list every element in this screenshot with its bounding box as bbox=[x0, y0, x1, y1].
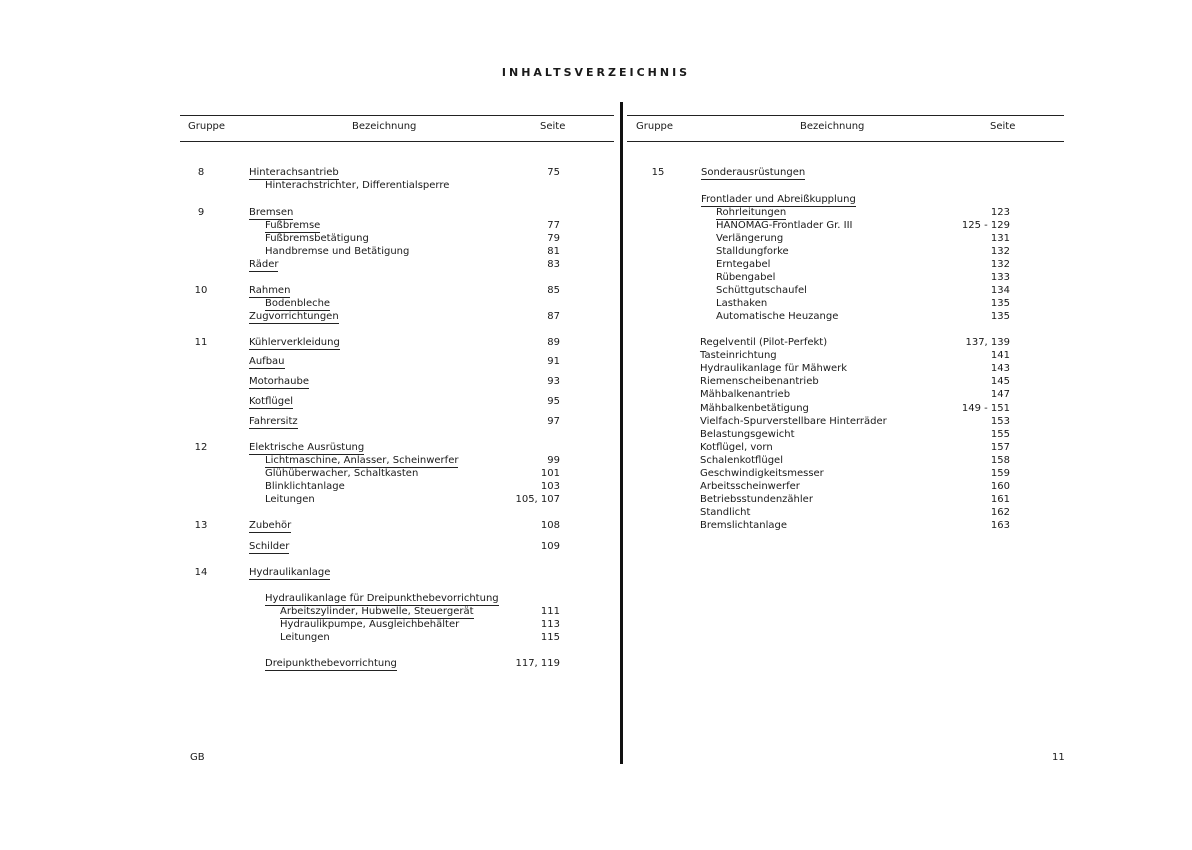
left-entry-title: Rahmen bbox=[249, 285, 291, 296]
page-title: INHALTSVERZEICHNIS bbox=[501, 66, 691, 79]
right-entry-page: 147 bbox=[990, 389, 1010, 400]
left-entry-page: 99 bbox=[547, 455, 560, 466]
left-entry-title: Hinterachsantrieb bbox=[249, 167, 339, 178]
header-gruppe-left: Gruppe bbox=[188, 121, 226, 132]
left-entry-page: 85 bbox=[547, 285, 560, 296]
footer-left: GB bbox=[190, 752, 205, 763]
right-entry-title: Verlängerung bbox=[716, 233, 784, 244]
left-entry-title: Hinterachstrichter, Differentialsperre bbox=[265, 180, 450, 191]
left-entry-title: Fußbremsbetätigung bbox=[265, 233, 369, 244]
left-group-number: 11 bbox=[194, 337, 208, 348]
left-entry-title: Dreipunkthebevorrichtung bbox=[265, 658, 397, 669]
left-entry-title: Zubehör bbox=[249, 520, 292, 531]
right-entry-page: 157 bbox=[990, 442, 1010, 453]
right-entry-title: Automatische Heuzange bbox=[716, 311, 839, 322]
left-entry-title: Blinklichtanlage bbox=[265, 481, 345, 492]
left-entry-title: Elektrische Ausrüstung bbox=[249, 442, 365, 453]
right-entry-page: 159 bbox=[990, 468, 1010, 479]
left-entry-title: Bodenbleche bbox=[265, 298, 331, 309]
left-entry-title: Kühlerverkleidung bbox=[249, 337, 340, 348]
column-divider bbox=[620, 102, 623, 764]
right-entry-page: 135 bbox=[990, 298, 1010, 309]
right-entry-page: 155 bbox=[990, 429, 1010, 440]
right-entry-title: Rübengabel bbox=[716, 272, 776, 283]
left-group-number: 10 bbox=[194, 285, 208, 296]
right-entry-page: 145 bbox=[990, 376, 1010, 387]
right-entry-page: 123 bbox=[990, 207, 1010, 218]
left-entry-title: Motorhaube bbox=[249, 376, 310, 387]
left-entry-title: Arbeitszylinder, Hubwelle, Steuergerät bbox=[280, 606, 474, 617]
right-entry-page: 141 bbox=[990, 350, 1010, 361]
header-bezeichnung-left: Bezeichnung bbox=[352, 121, 417, 132]
left-entry-page: 117, 119 bbox=[515, 658, 560, 669]
right-entry-page: 132 bbox=[990, 246, 1010, 257]
left-entry-page: 97 bbox=[547, 416, 560, 427]
left-entry-page: 77 bbox=[547, 220, 560, 231]
left-entry-title: Bremsen bbox=[249, 207, 294, 218]
left-entry-title: Räder bbox=[249, 259, 279, 270]
right-entry-title: Frontlader und Abreißkupplung bbox=[701, 194, 856, 205]
right-entry-title: Mähbalkenbetätigung bbox=[700, 403, 809, 414]
left-entry-title: Zugvorrichtungen bbox=[249, 311, 339, 322]
right-entry-title: Geschwindigkeitsmesser bbox=[700, 468, 824, 479]
left-entry-title: Leitungen bbox=[265, 494, 315, 505]
page-number: 11 bbox=[1052, 752, 1065, 763]
right-entry-page: 125 - 129 bbox=[961, 220, 1010, 231]
right-entry-title: Belastungsgewicht bbox=[700, 429, 795, 440]
right-entry-title: Standlicht bbox=[700, 507, 751, 518]
right-entry-title: Betriebsstundenzähler bbox=[700, 494, 813, 505]
right-entry-title: Kotflügel, vorn bbox=[700, 442, 773, 453]
right-entry-title: Erntegabel bbox=[716, 259, 771, 270]
right-entry-title: Sonderausrüstungen bbox=[701, 167, 806, 178]
left-entry-page: 89 bbox=[547, 337, 560, 348]
header-rule-top-right bbox=[627, 115, 1064, 116]
left-entry-page: 83 bbox=[547, 259, 560, 270]
left-entry-page: 93 bbox=[547, 376, 560, 387]
right-entry-page: 143 bbox=[990, 363, 1010, 374]
right-entry-page: 158 bbox=[990, 455, 1010, 466]
right-entry-page: 162 bbox=[990, 507, 1010, 518]
right-entry-page: 160 bbox=[990, 481, 1010, 492]
left-entry-page: 79 bbox=[547, 233, 560, 244]
header-gruppe-right: Gruppe bbox=[636, 121, 674, 132]
header-seite-right: Seite bbox=[990, 121, 1016, 132]
left-entry-page: 75 bbox=[547, 167, 560, 178]
left-entry-title: Glühüberwacher, Schaltkasten bbox=[265, 468, 419, 479]
left-entry-page: 95 bbox=[547, 396, 560, 407]
left-entry-title: Hydraulikanlage bbox=[249, 567, 331, 578]
right-entry-title: Riemenscheibenantrieb bbox=[700, 376, 819, 387]
header-rule-bottom-left bbox=[180, 141, 614, 142]
right-group-number: 15 bbox=[651, 167, 665, 178]
left-entry-title: Kotflügel bbox=[249, 396, 294, 407]
header-bezeichnung-right: Bezeichnung bbox=[800, 121, 865, 132]
left-entry-title: Handbremse und Betätigung bbox=[265, 246, 410, 257]
left-entry-title: Lichtmaschine, Anlasser, Scheinwerfer bbox=[265, 455, 459, 466]
left-entry-page: 108 bbox=[540, 520, 560, 531]
left-entry-title: Hydraulikpumpe, Ausgleichbehälter bbox=[280, 619, 460, 630]
right-entry-title: Bremslichtanlage bbox=[700, 520, 788, 531]
right-entry-title: Regelventil (Pilot-Perfekt) bbox=[700, 337, 828, 348]
left-entry-page: 105, 107 bbox=[515, 494, 560, 505]
right-entry-page: 153 bbox=[990, 416, 1010, 427]
right-entry-page: 149 - 151 bbox=[961, 403, 1010, 414]
left-entry-page: 111 bbox=[540, 606, 560, 617]
left-group-number: 14 bbox=[194, 567, 208, 578]
header-rule-bottom-right bbox=[627, 141, 1064, 142]
left-entry-title: Fahrersitz bbox=[249, 416, 298, 427]
right-entry-page: 134 bbox=[990, 285, 1010, 296]
left-entry-page: 103 bbox=[540, 481, 560, 492]
left-entry-title: Leitungen bbox=[280, 632, 330, 643]
right-entry-title: Hydraulikanlage für Mähwerk bbox=[700, 363, 848, 374]
right-entry-page: 163 bbox=[990, 520, 1010, 531]
right-entry-page: 161 bbox=[990, 494, 1010, 505]
header-seite-left: Seite bbox=[540, 121, 566, 132]
left-entry-page: 115 bbox=[540, 632, 560, 643]
left-entry-title: Schilder bbox=[249, 541, 290, 552]
right-entry-page: 133 bbox=[990, 272, 1010, 283]
header-rule-top-left bbox=[180, 115, 614, 116]
right-entry-title: Stalldungforke bbox=[716, 246, 789, 257]
right-entry-page: 137, 139 bbox=[965, 337, 1010, 348]
left-entry-title: Aufbau bbox=[249, 356, 285, 367]
right-entry-title: Schüttgutschaufel bbox=[716, 285, 807, 296]
left-entry-title: Fußbremse bbox=[265, 220, 321, 231]
left-entry-page: 109 bbox=[540, 541, 560, 552]
left-entry-page: 91 bbox=[547, 356, 560, 367]
right-entry-title: Mähbalkenantrieb bbox=[700, 389, 791, 400]
left-entry-page: 81 bbox=[547, 246, 560, 257]
right-entry-title: Vielfach-Spurverstellbare Hinterräder bbox=[700, 416, 887, 427]
left-group-number: 8 bbox=[197, 167, 205, 178]
right-entry-title: Rohrleitungen bbox=[716, 207, 787, 218]
left-group-number: 13 bbox=[194, 520, 208, 531]
left-entry-title: Hydraulikanlage für Dreipunkthebevorrichtung bbox=[265, 593, 499, 604]
left-group-number: 12 bbox=[194, 442, 208, 453]
right-entry-page: 135 bbox=[990, 311, 1010, 322]
left-entry-page: 101 bbox=[540, 468, 560, 479]
left-entry-page: 87 bbox=[547, 311, 560, 322]
left-group-number: 9 bbox=[197, 207, 205, 218]
right-entry-title: Tasteinrichtung bbox=[700, 350, 777, 361]
left-entry-page: 113 bbox=[540, 619, 560, 630]
right-entry-page: 131 bbox=[990, 233, 1010, 244]
right-entry-title: Arbeitsscheinwerfer bbox=[700, 481, 800, 492]
right-entry-title: Schalenkotflügel bbox=[700, 455, 783, 466]
right-entry-title: Lasthaken bbox=[716, 298, 768, 309]
right-entry-page: 132 bbox=[990, 259, 1010, 270]
right-entry-title: HANOMAG-Frontlader Gr. III bbox=[716, 220, 853, 231]
